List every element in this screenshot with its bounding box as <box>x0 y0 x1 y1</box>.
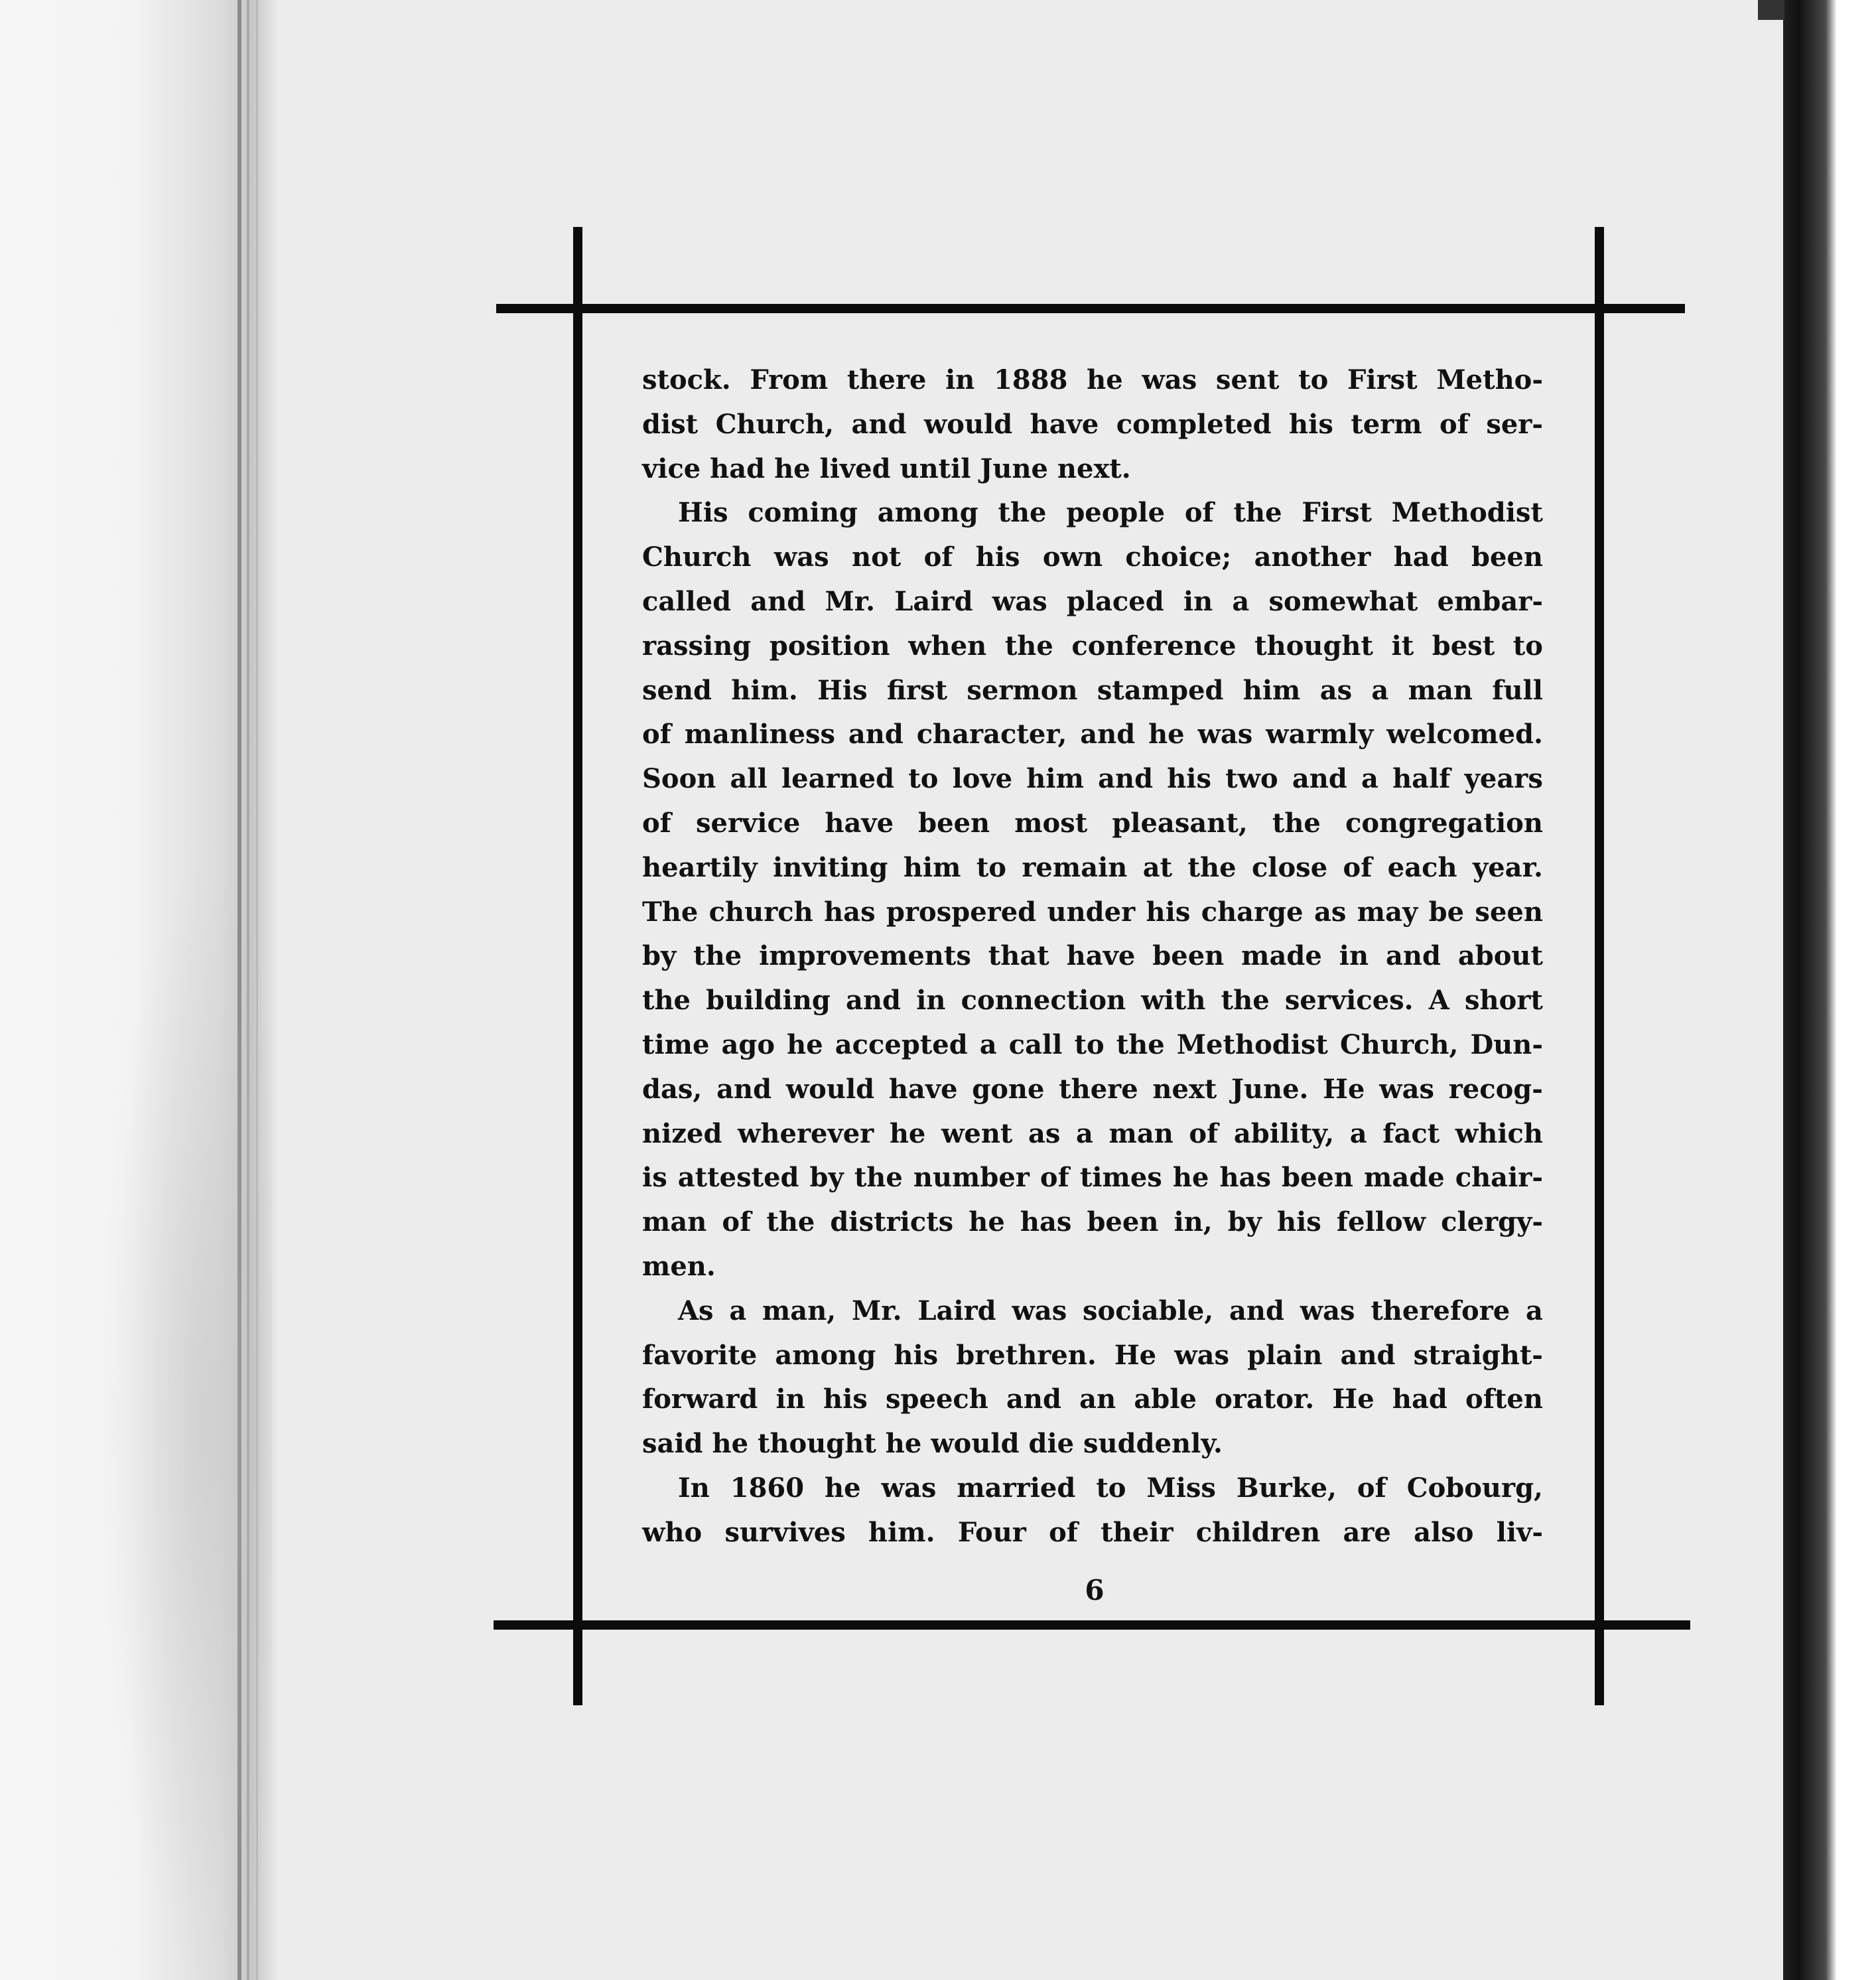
word: a <box>1349 1117 1367 1149</box>
word: been <box>918 807 990 839</box>
word: Church, <box>1339 1028 1459 1060</box>
word: the <box>998 497 1047 529</box>
word: he <box>787 1028 823 1060</box>
text-line <box>642 1156 1543 1200</box>
word: number <box>913 1162 1030 1194</box>
word: have <box>825 807 894 839</box>
word: among <box>775 1339 876 1371</box>
text-line <box>642 802 1543 846</box>
word: which <box>1455 1117 1543 1149</box>
word: is <box>642 1162 667 1194</box>
word: he <box>1087 364 1123 395</box>
word: he <box>969 1206 1005 1238</box>
text-line <box>642 358 1543 403</box>
word: has <box>1219 1162 1271 1194</box>
word: able <box>1134 1383 1197 1415</box>
word: him <box>903 851 961 883</box>
word: him <box>1242 674 1301 706</box>
word: of <box>1189 1117 1219 1149</box>
word: choice; <box>1125 541 1232 573</box>
word: ability, <box>1233 1117 1335 1149</box>
word: his <box>823 1383 868 1415</box>
word: He <box>1323 1073 1365 1105</box>
word: connection <box>961 985 1126 1017</box>
word: character, <box>916 719 1067 750</box>
word: brethren. <box>956 1339 1097 1371</box>
word: and <box>1385 940 1441 972</box>
paragraph-1 <box>642 358 1543 491</box>
frame-rule-right <box>1595 227 1604 1705</box>
word: wherever <box>738 1117 874 1149</box>
word: fellow <box>1336 1206 1426 1238</box>
word: Metho- <box>1436 364 1543 395</box>
word: A <box>1428 985 1449 1017</box>
word: the <box>693 940 742 972</box>
word: Methodist <box>1391 497 1543 529</box>
frame-rule-left <box>573 227 582 1705</box>
word: chair- <box>1455 1162 1543 1194</box>
frame-rule-bottom <box>494 1620 1690 1630</box>
word: not <box>852 541 902 573</box>
text-line <box>642 1334 1543 1378</box>
text-line <box>642 1068 1543 1112</box>
word: his <box>975 541 1020 573</box>
word: and <box>851 408 907 440</box>
word: building <box>706 985 831 1017</box>
word: first <box>886 674 948 706</box>
word: the <box>854 1162 903 1194</box>
text-line <box>642 624 1543 669</box>
word: next <box>1152 1073 1217 1105</box>
word: was <box>1012 1295 1067 1326</box>
word: that <box>988 940 1049 972</box>
text-line <box>642 669 1543 713</box>
word: his <box>1167 763 1211 795</box>
word: made <box>1364 1162 1445 1194</box>
word: favorite <box>642 1339 758 1371</box>
text-line <box>642 1289 1543 1334</box>
word: had <box>1393 541 1449 573</box>
word: man <box>1108 1117 1173 1149</box>
word: has <box>1020 1206 1072 1238</box>
word: all <box>730 763 768 795</box>
word: and <box>716 1073 772 1105</box>
word: liv- <box>1496 1516 1543 1548</box>
word: was <box>1379 1073 1435 1105</box>
word: was <box>1300 1295 1355 1326</box>
word: speech <box>886 1383 988 1415</box>
word: time <box>642 1028 710 1060</box>
word: man, <box>762 1295 837 1326</box>
word: his <box>894 1339 939 1371</box>
text-line <box>642 1466 1543 1511</box>
word: each <box>1387 851 1457 883</box>
word: completed <box>1116 408 1272 440</box>
word: a <box>1361 763 1378 795</box>
word: an <box>1079 1383 1116 1415</box>
word: there <box>1059 1073 1138 1105</box>
word: prospered <box>886 896 1037 928</box>
word: short <box>1465 985 1543 1017</box>
word: full <box>1492 674 1543 706</box>
word: Soon <box>642 763 716 795</box>
word: of <box>1039 1162 1069 1194</box>
word: have <box>888 1073 958 1105</box>
text-line <box>642 934 1543 979</box>
word: heartily <box>642 851 758 883</box>
word: at <box>1142 851 1173 883</box>
word: Mr. <box>825 585 876 617</box>
word: love <box>952 763 1013 795</box>
word: As <box>678 1295 714 1326</box>
word: made <box>1241 940 1322 972</box>
word: of <box>642 807 671 839</box>
word: stamped <box>1097 674 1224 706</box>
word: there <box>846 364 927 395</box>
word: married <box>957 1472 1076 1504</box>
word: Burke, <box>1236 1472 1337 1504</box>
word: and <box>1098 763 1154 795</box>
word: of <box>1343 851 1373 883</box>
word: learned <box>781 763 895 795</box>
word: to <box>1074 1028 1105 1060</box>
word: the <box>642 985 691 1017</box>
word: charge <box>1201 896 1304 928</box>
word: man <box>1408 674 1473 706</box>
word: as <box>1319 674 1353 706</box>
word: are <box>1343 1516 1391 1548</box>
word: call <box>1008 1028 1063 1060</box>
word: their <box>1101 1516 1173 1548</box>
word: First <box>1347 364 1418 395</box>
word: orator. <box>1215 1383 1315 1415</box>
word: welcomed. <box>1386 719 1543 750</box>
word: the <box>1272 807 1321 839</box>
word: seen <box>1475 896 1543 928</box>
word: ser- <box>1486 408 1543 440</box>
word: nized <box>642 1117 722 1149</box>
word: In <box>678 1472 710 1504</box>
paragraph-3 <box>642 1289 1543 1466</box>
text-line: vice had he lived until June next. <box>642 453 1131 484</box>
word: forward <box>642 1383 758 1415</box>
word: be <box>1428 896 1465 928</box>
word: thought <box>1254 630 1373 662</box>
text-line: said he thought he would die suddenly. <box>642 1428 1223 1460</box>
word: manliness <box>684 719 836 750</box>
word: have <box>1030 408 1099 440</box>
word: years <box>1464 763 1543 795</box>
word: and <box>750 585 806 617</box>
word: Church, <box>715 408 835 440</box>
word: he <box>1172 1162 1209 1194</box>
word: inviting <box>773 851 888 883</box>
word: been <box>1282 1162 1353 1194</box>
text-line <box>642 979 1543 1023</box>
word: about <box>1457 940 1543 972</box>
word: He <box>1332 1383 1374 1415</box>
word: man <box>642 1206 707 1238</box>
text-line <box>642 403 1543 447</box>
word: he <box>825 1472 861 1504</box>
word: children <box>1195 1516 1321 1548</box>
word: the <box>1004 630 1053 662</box>
text-line <box>642 491 1543 535</box>
word: often <box>1465 1383 1543 1415</box>
word: His <box>817 674 868 706</box>
word: somewhat <box>1268 585 1418 617</box>
word: it <box>1391 630 1414 662</box>
word: Methodist <box>1176 1028 1328 1060</box>
scan-margin <box>1836 0 1876 1980</box>
text-line <box>642 1200 1543 1245</box>
word: warmly <box>1266 719 1374 750</box>
paragraph-4 <box>642 1466 1543 1555</box>
word: in <box>1339 940 1369 972</box>
word: services. <box>1284 985 1414 1017</box>
word: His <box>678 497 728 529</box>
word: of <box>722 1206 752 1238</box>
word: to <box>1298 364 1329 395</box>
word: plain <box>1247 1339 1323 1371</box>
word: position <box>769 630 890 662</box>
word: his <box>1277 1206 1321 1238</box>
word: districts <box>830 1206 954 1238</box>
word: half <box>1392 763 1451 795</box>
word: of <box>1440 408 1469 440</box>
word: sermon <box>967 674 1078 706</box>
word: therefore <box>1371 1295 1510 1326</box>
word: improvements <box>759 940 971 972</box>
word: and <box>1080 719 1136 750</box>
scan-smudge <box>100 863 272 1980</box>
word: June. <box>1231 1073 1309 1105</box>
word: First <box>1302 497 1372 529</box>
word: in <box>775 1383 805 1415</box>
word: and <box>846 985 902 1017</box>
word: by <box>642 940 677 972</box>
word: the <box>1116 1028 1165 1060</box>
word: the <box>1233 497 1282 529</box>
word: when <box>908 630 987 662</box>
word: was <box>1197 719 1253 750</box>
word: the <box>1221 985 1270 1017</box>
word: Dun- <box>1470 1028 1543 1060</box>
word: placed <box>1066 585 1164 617</box>
page-number: 6 <box>1085 1574 1105 1606</box>
word: straight- <box>1413 1339 1543 1371</box>
word: congregation <box>1345 807 1543 839</box>
word: year. <box>1472 851 1543 883</box>
word: clergy- <box>1441 1206 1543 1238</box>
word: the <box>766 1206 815 1238</box>
text-line: men. <box>642 1250 716 1282</box>
word: a <box>729 1295 747 1326</box>
word: may <box>1357 896 1418 928</box>
word: called <box>642 585 732 617</box>
text-line <box>642 713 1543 757</box>
word: coming <box>748 497 858 529</box>
word: a <box>1526 1295 1543 1326</box>
text-line <box>642 1023 1543 1068</box>
word: went <box>941 1117 1013 1149</box>
word: in <box>916 985 946 1017</box>
paragraph-2 <box>642 491 1543 1289</box>
frame-rule-top <box>496 304 1685 313</box>
word: Four <box>957 1516 1026 1548</box>
scan-corner-mark <box>1758 0 1784 20</box>
word: had <box>1392 1383 1447 1415</box>
word: with <box>1141 985 1206 1017</box>
word: been <box>1087 1206 1159 1238</box>
word: best <box>1432 630 1495 662</box>
word: him <box>1026 763 1084 795</box>
word: gone <box>972 1073 1045 1105</box>
body-text <box>642 358 1543 1555</box>
text-line <box>642 1378 1543 1422</box>
text-line <box>642 890 1543 935</box>
word: sociable, <box>1083 1295 1214 1326</box>
word: his <box>1289 408 1333 440</box>
word: and <box>848 719 904 750</box>
text-line <box>642 580 1543 624</box>
word: stock. <box>642 364 731 395</box>
word: by <box>809 1162 844 1194</box>
word: was <box>881 1472 937 1504</box>
word: of <box>1184 497 1214 529</box>
word: of <box>923 541 953 573</box>
word: and <box>1006 1383 1061 1415</box>
word: would <box>785 1073 875 1105</box>
word: was <box>992 585 1047 617</box>
word: term <box>1351 408 1422 440</box>
word: under <box>1047 896 1136 928</box>
word: sent <box>1215 364 1280 395</box>
word: 1860 <box>730 1472 805 1504</box>
text-line <box>642 535 1543 580</box>
text-line <box>642 1112 1543 1157</box>
word: Laird <box>894 585 973 617</box>
word: been <box>1471 541 1543 573</box>
word: send <box>642 674 712 706</box>
word: was <box>1142 364 1197 395</box>
word: conference <box>1071 630 1237 662</box>
word: to <box>1096 1472 1126 1504</box>
word: people <box>1066 497 1166 529</box>
text-line <box>642 757 1543 802</box>
text-line <box>642 846 1543 890</box>
word: has <box>824 896 876 928</box>
word: service <box>695 807 801 839</box>
word: embar- <box>1437 585 1543 617</box>
word: survives <box>724 1516 846 1548</box>
word: in <box>945 364 975 395</box>
word: attested <box>677 1162 799 1194</box>
word: of <box>1049 1516 1078 1548</box>
word: das, <box>642 1073 703 1105</box>
word: he <box>1148 719 1185 750</box>
word: to <box>976 851 1006 883</box>
word: rassing <box>642 630 752 662</box>
word: by <box>1227 1206 1262 1238</box>
word: and <box>1340 1339 1396 1371</box>
word: a <box>1232 585 1250 617</box>
word: remain <box>1022 851 1128 883</box>
word: 1888 <box>994 364 1068 395</box>
word: as <box>1028 1117 1061 1149</box>
word: From <box>750 364 829 395</box>
word: times <box>1079 1162 1162 1194</box>
word: recog- <box>1448 1073 1543 1105</box>
word: Cobourg, <box>1406 1472 1543 1504</box>
word: a <box>1371 674 1389 706</box>
word: Laird <box>917 1295 996 1326</box>
word: Mr. <box>851 1295 902 1326</box>
word: dist <box>642 408 699 440</box>
word: in, <box>1173 1206 1213 1238</box>
word: as <box>1313 896 1347 928</box>
word: also <box>1414 1516 1474 1548</box>
word: and <box>1229 1295 1284 1326</box>
word: been <box>1152 940 1225 972</box>
word: to <box>908 763 939 795</box>
word: and <box>1292 763 1347 795</box>
word: him. <box>868 1516 935 1548</box>
word: a <box>1076 1117 1093 1149</box>
word: fact <box>1382 1117 1440 1149</box>
word: own <box>1042 541 1103 573</box>
word: of <box>642 719 671 750</box>
word: two <box>1225 763 1278 795</box>
word: of <box>1357 1472 1386 1504</box>
word: was <box>1174 1339 1230 1371</box>
word: close <box>1251 851 1328 883</box>
word: have <box>1066 940 1136 972</box>
word: he <box>889 1117 926 1149</box>
word: to <box>1512 630 1543 662</box>
word: accepted <box>835 1028 968 1060</box>
scan-right-edge <box>1783 0 1836 1980</box>
word: church <box>708 896 813 928</box>
word: He <box>1114 1339 1157 1371</box>
text-line <box>642 1511 1543 1555</box>
word: among <box>877 497 978 529</box>
word: who <box>642 1516 703 1548</box>
word: his <box>1146 896 1191 928</box>
word: the <box>1187 851 1237 883</box>
word: Church <box>642 541 752 573</box>
word: would <box>923 408 1013 440</box>
word: a <box>979 1028 997 1060</box>
word: The <box>642 896 699 928</box>
word: ago <box>721 1028 775 1060</box>
word: pleasant, <box>1112 807 1248 839</box>
word: most <box>1014 807 1088 839</box>
word: another <box>1254 541 1371 573</box>
word: was <box>773 541 829 573</box>
word: him. <box>731 674 798 706</box>
word: in <box>1183 585 1213 617</box>
word: Miss <box>1146 1472 1216 1504</box>
